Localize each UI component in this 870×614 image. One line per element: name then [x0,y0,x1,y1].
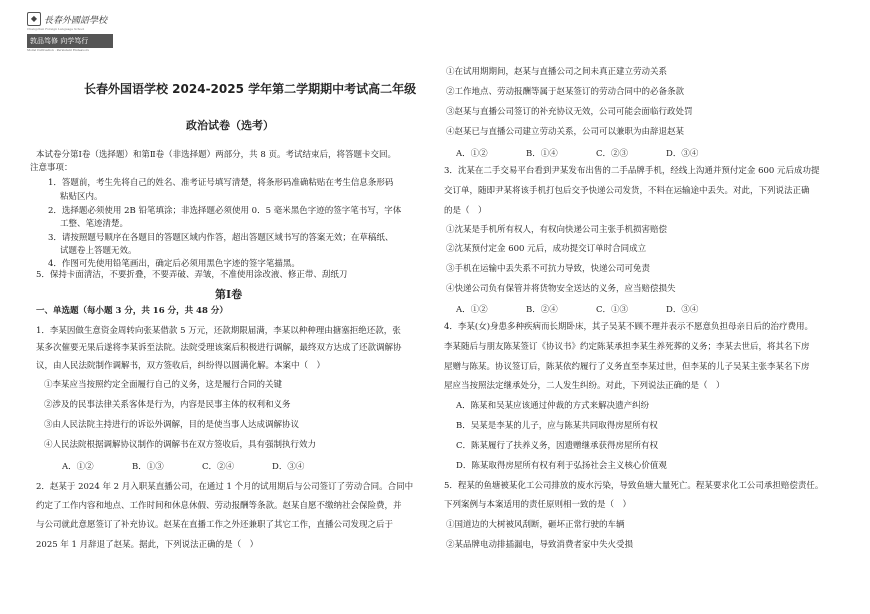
page-subtitle: 政治试卷（选考） [186,119,274,132]
instruction-line: 1．答题前，考生先将自己的姓名、准考证号填写清楚，将条形码准确粘贴在考生信息条形码 [48,178,394,188]
q4-option: C．陈某履行了扶养义务，因遗赠继承获得房屋所有权 [456,441,659,451]
instruction-line: 3．请按照题号顺序在各题目的答题区域内作答，超出答题区域书写的答案无效；在草稿纸、 [48,233,394,243]
q3-option: ②沈某预付定金 600 元后，成功提交订单时合同成立 [446,244,647,254]
q4-option: B．吴某是李某的儿子，应与陈某共同取得房屋所有权 [456,421,658,431]
q1-answers [62,460,342,472]
q2-option: ①在试用期期间，赵某与直播公司之间未真正建立劳动关系 [446,67,668,77]
logo-school-name: 長春外國語學校 [44,15,108,26]
part-heading: 一、单选题（每小题 3 分，共 16 分，共 48 分） [36,306,228,316]
instruction-line: 注意事项： [30,163,73,173]
q2-line: 约定了工作内容和地点、工作时间和休息休假、劳动报酬等条款。赵某自愿不缴纳社会保险费，并 [36,501,402,511]
q2-line: 与公司就此意愿签订了补充协议。赵某在直播工作之外还兼职了其它工作，直播公司发现之后于 [36,520,394,530]
q3-answers [456,303,736,315]
logo-school-name-en: Changchun Foreign Language School [27,27,85,31]
q2-line: 2．赵某于 2024 年 2 月入职某直播公司，在通过 1 个月的试用期后与公司签订了劳动合同。合同中 [36,482,414,492]
q1-option: ③由人民法院主持进行的诉讼外调解，目的是使当事人达成调解协议 [44,420,300,430]
answer-choice: A．①② [62,462,94,472]
q2-option: ②工作地点、劳动报酬等属于赵某签订的劳动合同中的必备条款 [446,87,685,97]
q4-option: A．陈某和吴某应该通过仲裁的方式来解决遗产纠纷 [456,401,650,411]
q1-line: 某多次催要无果后遂将李某诉至法院。法院受理该案后积极进行调解，最终双方达成了还款调解协 [36,343,402,353]
answer-choice: A．①② [456,305,488,315]
q1-option: ①李某应当按照约定全面履行自己的义务，这是履行合同的关键 [44,380,283,390]
instruction-line: 4．作图可先使用铅笔画出，确定后必须用黑色字迹的签字笔描黑。 [48,259,300,269]
instruction-line: 工整、笔迹清楚。 [60,219,129,229]
q4-line: 屋赠与陈某。协议签订后，陈某依约履行了义务直至李某过世，但李某的儿子吴某主张李某名下房 [444,362,810,372]
q2-line: 2025 年 1 月辞退了赵某。据此，下列说法正确的是（ ） [36,540,259,550]
q2-option: ④赵某已与直播公司建立劳动关系，公司可以兼职为由辞退赵某 [446,127,685,137]
q1-option: ②涉及的民事法律关系客体是行为，内容是民事主体的权利和义务 [44,400,291,410]
q3-line: 交订单，随即尹某将该手机打包后交予快递公司发货，不料在运输途中丢失。对此，下列说法正确 [444,186,810,196]
instruction-line: 本试卷分第Ⅰ卷（选择题）和第Ⅱ卷（非选择题）两部分，共 8 页。考试结束后，将答题卡交回。 [36,150,396,160]
instruction-line: 2．选择题必须使用 2B 铅笔填涂；非选择题必须使用 0．5 毫米黑色字迹的签字笔书写，字体 [48,206,402,216]
section-heading: 第Ⅰ卷 [215,288,243,301]
page-title: 长春外国语学校 2024-2025 学年第二学期期中考试高二年级 [84,82,417,96]
answer-choice: D．③④ [666,149,699,159]
q1-line: 议，由人民法院制作调解书，双方签收后，纠纷得以圆满化解。本案中（ ） [36,361,326,371]
answer-choice: D．③④ [666,305,699,315]
q5-line: 下列案例与本案适用的责任原则相一致的是（ ） [444,500,632,510]
answer-choice: B．①③ [132,462,164,472]
q3-option: ①沈某是手机所有权人，有权向快递公司主张手机损害赔偿 [446,225,668,235]
instruction-line: 5．保持卡面清洁，不要折叠，不要弄破、弄皱，不准使用涂改液、修正带、刮纸刀 [36,270,348,280]
school-emblem-icon: ◆ [27,12,41,26]
answer-choice: C．②④ [202,462,235,472]
q5-option: ②某品牌电动排插漏电，导致消费者家中失火受损 [446,540,634,550]
q3-option: ③手机在运输中丢失系不可抗力导致，快递公司可免责 [446,264,651,274]
q4-line: 李某随后与朋友陈某签订《协议书》约定陈某承担李某生养死葬的义务；李某去世后，将其名下房 [444,342,810,352]
school-logo [27,12,113,64]
q5-line: 5．程某的鱼塘被某化工公司排放的废水污染，导致鱼塘大量死亡。程某要求化工公司承担赔偿责任。 [444,481,824,491]
logo-motto: 敦品笃修 向学笃行 [27,34,113,48]
answer-choice: B．②④ [526,305,558,315]
q3-line: 的是（ ） [444,206,487,216]
answer-choice: A．①② [456,149,488,159]
instruction-line: 试题卷上答题无效。 [60,246,137,256]
q1-option: ④人民法院根据调解协议制作的调解书在双方签收后，具有强制执行效力 [44,440,317,450]
answer-choice: C．②③ [596,149,629,159]
answer-choice: B．①④ [526,149,558,159]
q4-line: 4．李某(女)身患多种疾病而长期卧床，其子吴某不顾不理并表示不愿意负担母亲日后的治疗费用。 [444,322,814,332]
instruction-line: 粘贴区内。 [60,192,103,202]
q4-line: 屋应当按照法定继承处分，二人发生纠纷。对此，下列说法正确的是（ ） [444,381,725,391]
q1-line: 1．李某因做生意资金周转向张某借款 5 万元，还款期限届满，李某以种种理由搪塞拒绝还款，张 [36,326,401,336]
q2-answers [456,147,736,159]
q3-line: 3．沈某在二手交易平台看到尹某发布出售的二手品牌手机，经线上沟通并预付定金 600 元后成功提 [444,166,820,176]
q2-option: ③赵某与直播公司签订的补充协议无效，公司可能会面临行政处罚 [446,107,693,117]
answer-choice: C．①③ [596,305,629,315]
logo-motto-en: Moral Cultivation · Persistent Endeavors [27,48,89,52]
q5-option: ①国道边的大树被风刮断，砸坏正常行驶的车辆 [446,520,625,530]
q3-option: ④快递公司负有保管并将货物安全送达的义务，应当赔偿损失 [446,284,676,294]
answer-choice: D．③④ [272,462,305,472]
q4-option: D．陈某取得房屋所有权有利于弘扬社会主义核心价值观 [456,461,667,471]
